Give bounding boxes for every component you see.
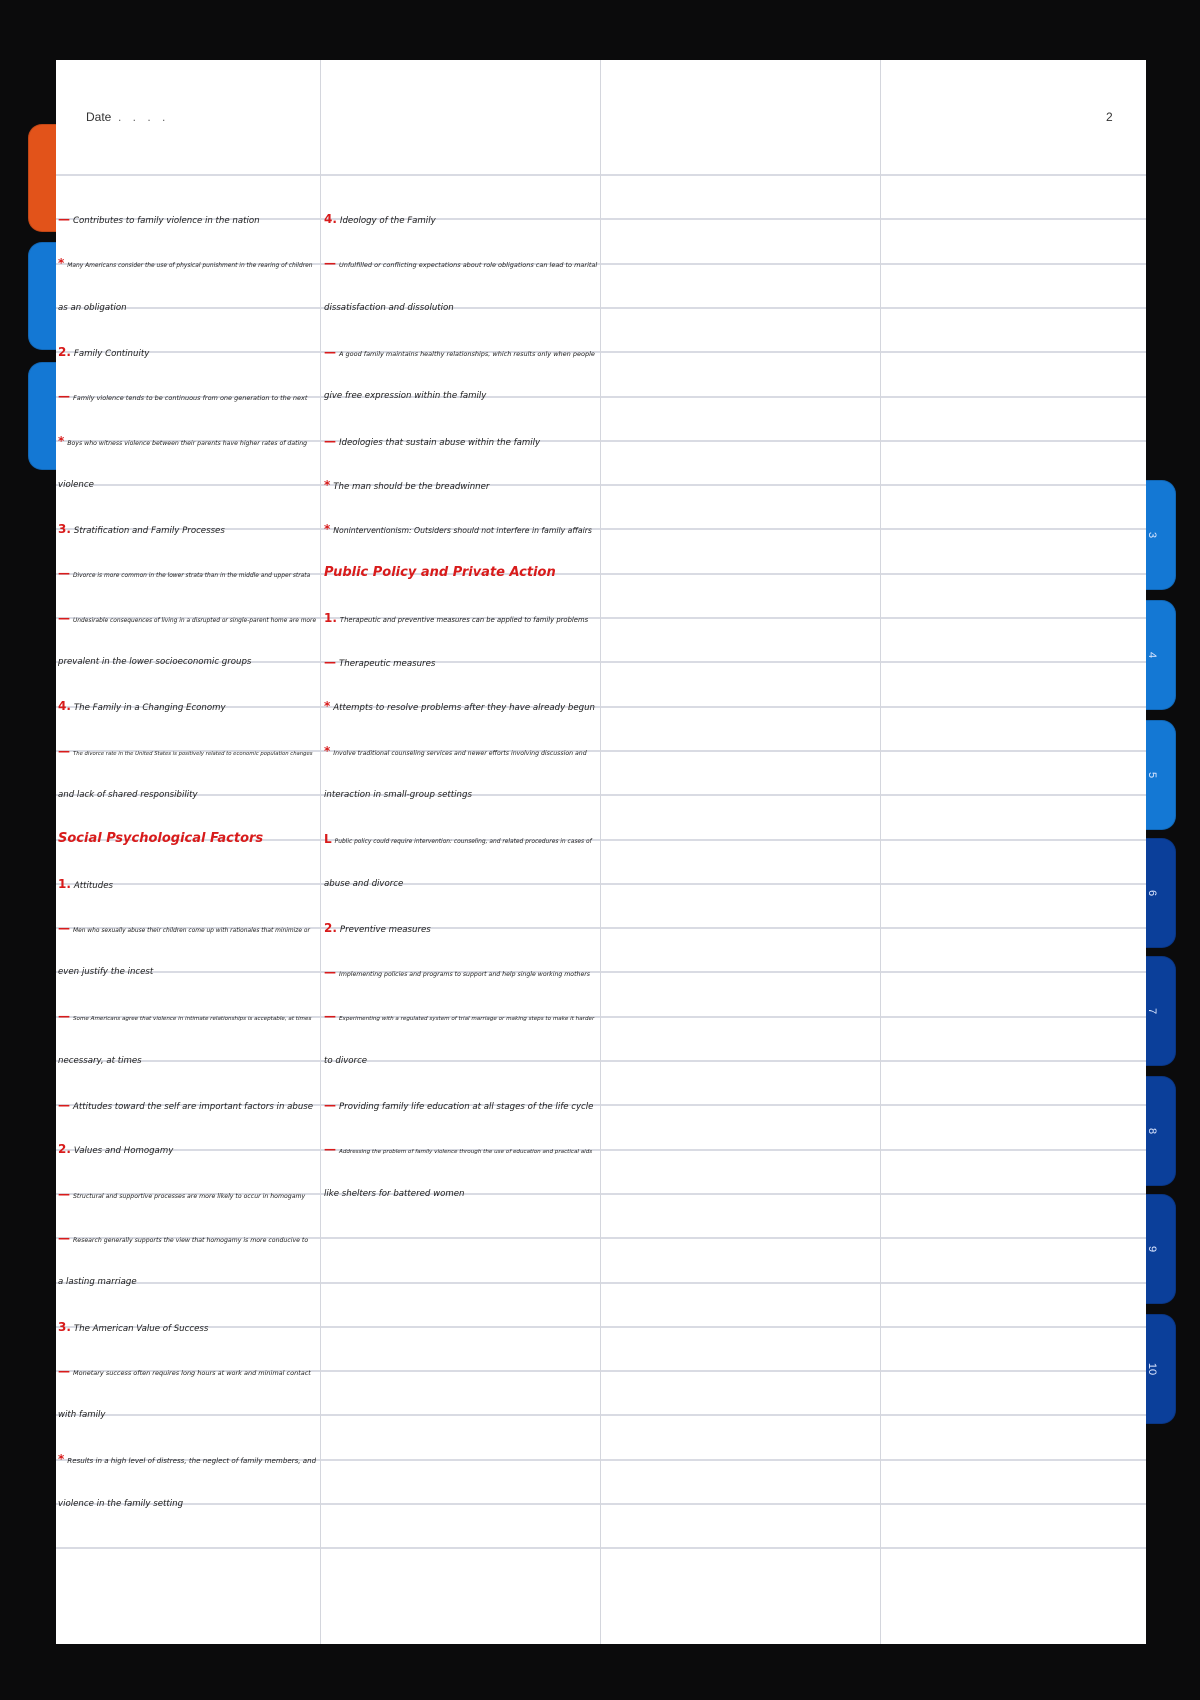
- note-line: [58, 609, 316, 627]
- bullet-marker: *: [58, 434, 65, 448]
- bullet-marker: —: [324, 434, 336, 448]
- note-text: violence in the family setting: [58, 1499, 184, 1509]
- section-heading: [324, 564, 598, 582]
- note-text: Attitudes toward the self are important factors in abuse: [73, 1102, 314, 1112]
- note-text: Experimenting with a regulated system of trial marriage or making steps to make it harder: [339, 1016, 595, 1022]
- bullet-marker: —: [58, 389, 70, 403]
- note-line: [324, 520, 598, 538]
- note-line: [324, 210, 598, 228]
- note-line: [58, 387, 316, 405]
- note-line: [58, 476, 316, 494]
- note-line: [58, 742, 316, 760]
- note-text: Divorce is more common in the lower strata than in the middle and upper strata: [73, 573, 311, 579]
- note-text: Addressing the problem of family violence through the use of education and practical aids: [339, 1149, 593, 1155]
- note-text: Family Continuity: [73, 349, 150, 359]
- bullet-marker: —: [324, 655, 336, 669]
- note-text: Public policy could require intervention: counseling, and related procedures in cases of: [334, 839, 592, 845]
- tab-number: 4: [1146, 651, 1158, 659]
- note-text: Structural and supportive processes are more likely to occur in homogamy: [73, 1193, 306, 1200]
- note-text: Public Policy and Private Action: [324, 565, 556, 580]
- bullet-marker: —: [58, 1009, 70, 1023]
- note-line: [58, 1362, 316, 1380]
- bullet-marker: 1.: [58, 877, 71, 891]
- note-line: [324, 742, 598, 760]
- note-text: violence: [58, 480, 94, 490]
- note-text: A good family maintains healthy relationships, which results only when people: [339, 350, 595, 358]
- note-line: [324, 1096, 598, 1114]
- note-text: dissatisfaction and dissolution: [324, 303, 454, 313]
- note-text: Many Americans consider the use of physical punishment in the rearing of children: [67, 263, 313, 269]
- tab-number: 7: [1146, 1007, 1158, 1015]
- note-line: [324, 963, 598, 981]
- note-text: Therapeutic and preventive measures can be applied to family problems: [339, 616, 589, 624]
- note-line: [58, 1273, 316, 1291]
- note-text: The man should be the breadwinner: [333, 482, 490, 492]
- bullet-marker: —: [324, 965, 336, 979]
- bullet-marker: —: [58, 212, 70, 226]
- note-text: give free expression within the family: [324, 391, 487, 401]
- tab-number: 5: [1146, 771, 1158, 779]
- note-text: Contributes to family violence in the nation: [73, 216, 260, 226]
- note-text: necessary, at times: [58, 1056, 142, 1066]
- bullet-marker: —: [58, 744, 70, 758]
- note-line: [58, 786, 316, 804]
- bullet-marker: —: [58, 921, 70, 935]
- bullet-marker: L: [324, 832, 332, 846]
- note-line: [324, 697, 598, 715]
- note-line: [58, 653, 316, 671]
- note-text: a lasting marriage: [58, 1277, 137, 1287]
- note-line: [324, 1140, 598, 1158]
- note-text: Some Americans agree that violence in intimate relationships is acceptable, at times: [73, 1016, 312, 1022]
- bullet-marker: 1.: [324, 611, 337, 625]
- note-text: abuse and divorce: [324, 879, 404, 889]
- note-line: [324, 476, 598, 494]
- note-line: [324, 1007, 598, 1025]
- note-text: Social Psychological Factors: [58, 831, 264, 846]
- page-number: 2: [1106, 110, 1113, 124]
- bullet-marker: —: [324, 256, 336, 270]
- column-divider: [600, 60, 601, 1644]
- note-text: Providing family life education at all stages of the life cycle: [339, 1102, 594, 1112]
- bullet-marker: *: [58, 1452, 65, 1466]
- note-text: to divorce: [324, 1056, 368, 1066]
- bullet-marker: *: [324, 699, 331, 713]
- note-line: [58, 254, 316, 272]
- note-text: Undesirable consequences of living in a disrupted or single-parent home are more: [73, 618, 316, 624]
- note-text: even justify the incest: [58, 967, 154, 977]
- notebook-page: [56, 60, 1146, 1644]
- note-line: [58, 432, 316, 450]
- note-text: Results in a high level of distress, the neglect of family members, and: [67, 1456, 316, 1465]
- note-line: [324, 653, 598, 671]
- note-line: [58, 1096, 316, 1114]
- bullet-marker: —: [58, 566, 70, 580]
- note-text: interaction in small-group settings: [324, 790, 472, 800]
- note-line: [324, 387, 598, 405]
- tab-number: 8: [1146, 1127, 1158, 1135]
- bullet-marker: *: [324, 744, 331, 758]
- note-line: [324, 1185, 598, 1203]
- tab-number: 10: [1146, 1362, 1158, 1376]
- note-text: with family: [58, 1410, 106, 1420]
- note-line: [324, 299, 598, 317]
- note-line: [58, 564, 316, 582]
- note-text: The Family in a Changing Economy: [73, 703, 226, 713]
- note-line: [58, 963, 316, 981]
- note-line: [58, 1185, 316, 1203]
- note-text: Research generally supports the view that homogamy is more conducive to: [73, 1237, 309, 1244]
- note-line: [58, 1450, 316, 1468]
- bullet-marker: 2.: [58, 345, 71, 359]
- note-text: Stratification and Family Processes: [73, 526, 225, 536]
- bullet-marker: —: [58, 1098, 70, 1112]
- note-text: Ideology of the Family: [339, 216, 436, 226]
- section-heading: [58, 830, 316, 848]
- bullet-marker: 3.: [58, 1320, 71, 1334]
- note-line: [58, 1140, 316, 1158]
- ruled-line: [56, 174, 1146, 176]
- note-text: Monetary success often requires long hours at work and minimal contact: [73, 1369, 311, 1377]
- note-text: The divorce rate in the United States is positively related to economic population changes: [73, 751, 313, 757]
- tab-number: 3: [1146, 531, 1158, 539]
- note-text: Values and Homogamy: [73, 1146, 174, 1156]
- note-line: [58, 1406, 316, 1424]
- bullet-marker: —: [58, 1187, 70, 1201]
- note-line: [58, 1318, 316, 1336]
- bullet-marker: *: [58, 256, 65, 270]
- bullet-marker: —: [324, 1142, 336, 1156]
- bullet-marker: —: [58, 1231, 70, 1245]
- note-text: The American Value of Success: [73, 1324, 209, 1334]
- note-line: [324, 875, 598, 893]
- bullet-marker: —: [58, 611, 70, 625]
- note-text: Implementing policies and programs to support and help single working mothers: [339, 971, 591, 978]
- bullet-marker: —: [324, 345, 336, 359]
- note-line: [58, 520, 316, 538]
- note-line: [58, 299, 316, 317]
- note-text: Unfulfilled or conflicting expectations about role obligations can lead to marital: [339, 261, 598, 269]
- bullet-marker: *: [324, 478, 331, 492]
- bullet-marker: —: [324, 1098, 336, 1112]
- note-line: [324, 343, 598, 361]
- date-field[interactable]: . . . .: [118, 110, 170, 124]
- note-line: [324, 830, 598, 848]
- note-line: [324, 786, 598, 804]
- note-line: [58, 1052, 316, 1070]
- note-line: [324, 919, 598, 937]
- note-text: Noninterventionism: Outsiders should not interfere in family affairs: [333, 526, 592, 535]
- note-line: [58, 343, 316, 361]
- tab-number: 6: [1146, 889, 1158, 897]
- note-text: Preventive measures: [339, 925, 431, 935]
- bullet-marker: 3.: [58, 522, 71, 536]
- note-text: Attempts to resolve problems after they have already begun: [333, 703, 596, 713]
- note-text: Involve traditional counseling services and newer efforts involving discussion and: [333, 750, 587, 757]
- note-line: [58, 1229, 316, 1247]
- note-text: Ideologies that sustain abuse within the family: [339, 438, 541, 448]
- note-text: Therapeutic measures: [339, 659, 436, 669]
- bullet-marker: 4.: [324, 212, 337, 226]
- bullet-marker: —: [324, 1009, 336, 1023]
- column-divider: [880, 60, 881, 1644]
- note-text: Men who sexually abuse their children come up with rationales that minimize or: [73, 928, 310, 934]
- bullet-marker: 2.: [58, 1142, 71, 1156]
- note-line: [58, 1007, 316, 1025]
- note-text: and lack of shared responsibility: [58, 790, 198, 800]
- note-line: [58, 1495, 316, 1513]
- note-text: Boys who witness violence between their parents have higher rates of dating: [67, 440, 308, 447]
- tab-number: 9: [1146, 1245, 1158, 1253]
- note-text: Attitudes: [73, 881, 113, 891]
- note-line: [58, 919, 316, 937]
- bullet-marker: 2.: [324, 921, 337, 935]
- bullet-marker: 4.: [58, 699, 71, 713]
- note-line: [58, 697, 316, 715]
- note-text: Family violence tends to be continuous from one generation to the next: [73, 394, 308, 402]
- note-line: [324, 432, 598, 450]
- bullet-marker: *: [324, 522, 331, 536]
- ruled-line: [56, 1547, 1146, 1549]
- note-text: like shelters for battered women: [324, 1189, 465, 1199]
- note-line: [324, 609, 598, 627]
- note-line: [58, 210, 316, 228]
- column-divider: [320, 60, 321, 1644]
- bullet-marker: —: [58, 1364, 70, 1378]
- note-line: [324, 254, 598, 272]
- note-line: [324, 1052, 598, 1070]
- note-line: [58, 875, 316, 893]
- note-text: as an obligation: [58, 303, 127, 313]
- date-label: Date: [86, 110, 112, 124]
- note-text: prevalent in the lower socioeconomic groups: [58, 657, 252, 667]
